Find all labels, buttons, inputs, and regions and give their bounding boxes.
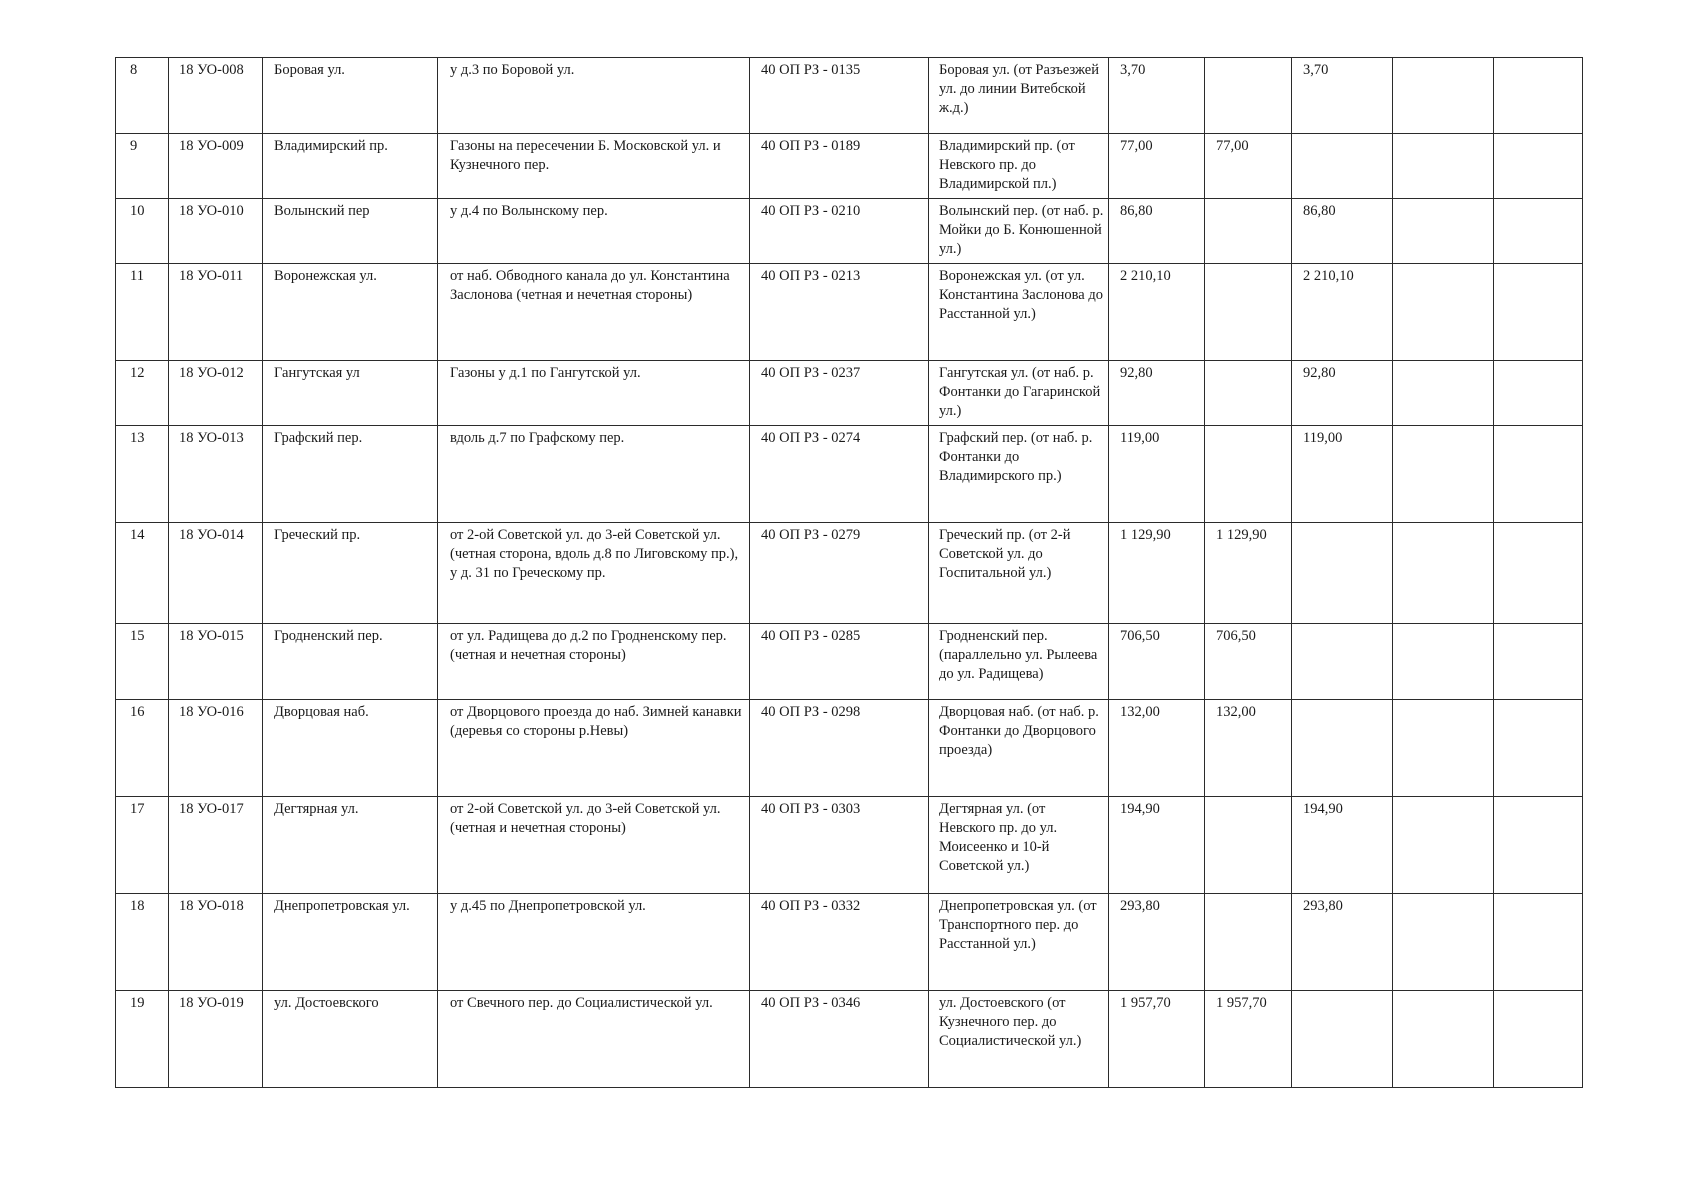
value-column-a-cell — [1205, 426, 1292, 523]
street-name-cell: Воронежская ул. — [263, 264, 438, 361]
value-column-c-cell — [1393, 894, 1494, 991]
road-reference-cell: 40 ОП РЗ - 0303 — [750, 797, 929, 894]
value-column-d-cell — [1494, 523, 1583, 624]
road-segment-cell: ул. Достоевского (от Кузнечного пер. до Социалистической ул.) — [929, 991, 1109, 1088]
value-column-d-cell — [1494, 426, 1583, 523]
object-code-cell: 18 УО-010 — [169, 199, 263, 264]
table-row — [116, 700, 1583, 797]
total-value-cell: 86,80 — [1109, 199, 1205, 264]
location-description-cell: Газоны у д.1 по Гангутской ул. — [438, 361, 750, 426]
table-row — [116, 894, 1583, 991]
location-description-cell: вдоль д.7 по Графскому пер. — [438, 426, 750, 523]
object-code-cell: 18 УО-018 — [169, 894, 263, 991]
road-reference-cell: 40 ОП РЗ - 0189 — [750, 134, 929, 199]
road-segment-cell: Днепропетровская ул. (от Транспортного пер. до Расстанной ул.) — [929, 894, 1109, 991]
road-reference-cell: 40 ОП РЗ - 0213 — [750, 264, 929, 361]
row-number-cell: 16 — [116, 700, 169, 797]
value-column-a-cell — [1205, 361, 1292, 426]
location-description-cell: от ул. Радищева до д.2 по Гродненскому пер. (четная и нечетная стороны) — [438, 624, 750, 700]
row-number-cell: 9 — [116, 134, 169, 199]
value-column-d-cell — [1494, 134, 1583, 199]
value-column-d-cell — [1494, 797, 1583, 894]
road-segment-cell: Волынский пер. (от наб. р. Мойки до Б. Конюшенной ул.) — [929, 199, 1109, 264]
registry-sheet — [115, 57, 1582, 1088]
value-column-a-cell: 706,50 — [1205, 624, 1292, 700]
object-code-cell: 18 УО-013 — [169, 426, 263, 523]
road-segment-cell: Дегтярная ул. (от Невского пр. до ул. Моисеенко и 10-й Советской ул.) — [929, 797, 1109, 894]
table-row — [116, 797, 1583, 894]
total-value-cell: 77,00 — [1109, 134, 1205, 199]
value-column-b-cell — [1292, 134, 1393, 199]
total-value-cell: 706,50 — [1109, 624, 1205, 700]
value-column-c-cell — [1393, 264, 1494, 361]
street-name-cell: Боровая ул. — [263, 58, 438, 134]
table-row — [116, 624, 1583, 700]
value-column-d-cell — [1494, 58, 1583, 134]
value-column-d-cell — [1494, 894, 1583, 991]
row-number-cell: 11 — [116, 264, 169, 361]
table-row — [116, 58, 1583, 134]
object-code-cell: 18 УО-008 — [169, 58, 263, 134]
road-reference-cell: 40 ОП РЗ - 0237 — [750, 361, 929, 426]
value-column-b-cell: 293,80 — [1292, 894, 1393, 991]
value-column-a-cell: 77,00 — [1205, 134, 1292, 199]
location-description-cell: у д.45 по Днепропетровской ул. — [438, 894, 750, 991]
location-description-cell: Газоны на пересечении Б. Московской ул. и Кузнечного пер. — [438, 134, 750, 199]
location-description-cell: от Дворцового проезда до наб. Зимней канавки (деревья со стороны р.Невы) — [438, 700, 750, 797]
row-number-cell: 15 — [116, 624, 169, 700]
value-column-c-cell — [1393, 797, 1494, 894]
location-description-cell: от 2-ой Советской ул. до 3-ей Советской ул. (четная сторона, вдоль д.8 по Лиговскому пр.), у д. 31 по Греческому пр. — [438, 523, 750, 624]
road-segment-cell: Греческий пр. (от 2-й Советской ул. до Госпитальной ул.) — [929, 523, 1109, 624]
road-segment-cell: Гродненский пер. (параллельно ул. Рылеева до ул. Радищева) — [929, 624, 1109, 700]
value-column-d-cell — [1494, 700, 1583, 797]
value-column-b-cell — [1292, 624, 1393, 700]
value-column-c-cell — [1393, 991, 1494, 1088]
road-segment-cell: Дворцовая наб. (от наб. р. Фонтанки до Дворцового проезда) — [929, 700, 1109, 797]
street-name-cell: Графский пер. — [263, 426, 438, 523]
value-column-b-cell — [1292, 523, 1393, 624]
row-number-cell: 8 — [116, 58, 169, 134]
value-column-d-cell — [1494, 264, 1583, 361]
street-name-cell: Дворцовая наб. — [263, 700, 438, 797]
value-column-a-cell — [1205, 199, 1292, 264]
value-column-d-cell — [1494, 361, 1583, 426]
object-code-cell: 18 УО-009 — [169, 134, 263, 199]
value-column-a-cell: 132,00 — [1205, 700, 1292, 797]
total-value-cell: 119,00 — [1109, 426, 1205, 523]
street-name-cell: ул. Достоевского — [263, 991, 438, 1088]
value-column-c-cell — [1393, 426, 1494, 523]
row-number-cell: 19 — [116, 991, 169, 1088]
total-value-cell: 293,80 — [1109, 894, 1205, 991]
road-reference-cell: 40 ОП РЗ - 0346 — [750, 991, 929, 1088]
total-value-cell: 132,00 — [1109, 700, 1205, 797]
row-number-cell: 17 — [116, 797, 169, 894]
row-number-cell: 18 — [116, 894, 169, 991]
value-column-c-cell — [1393, 361, 1494, 426]
road-reference-cell: 40 ОП РЗ - 0279 — [750, 523, 929, 624]
total-value-cell: 1 129,90 — [1109, 523, 1205, 624]
road-segment-cell: Воронежская ул. (от ул. Константина Заслонова до Расстанной ул.) — [929, 264, 1109, 361]
value-column-b-cell: 92,80 — [1292, 361, 1393, 426]
value-column-c-cell — [1393, 199, 1494, 264]
street-name-cell: Волынский пер — [263, 199, 438, 264]
total-value-cell: 1 957,70 — [1109, 991, 1205, 1088]
location-description-cell: у д.3 по Боровой ул. — [438, 58, 750, 134]
table-row — [116, 361, 1583, 426]
table-row — [116, 264, 1583, 361]
road-reference-cell: 40 ОП РЗ - 0285 — [750, 624, 929, 700]
table-body — [116, 58, 1583, 1088]
value-column-a-cell — [1205, 58, 1292, 134]
registry-table — [115, 57, 1583, 1088]
object-code-cell: 18 УО-014 — [169, 523, 263, 624]
value-column-a-cell: 1 957,70 — [1205, 991, 1292, 1088]
value-column-a-cell — [1205, 264, 1292, 361]
total-value-cell: 2 210,10 — [1109, 264, 1205, 361]
value-column-a-cell — [1205, 797, 1292, 894]
road-reference-cell: 40 ОП РЗ - 0274 — [750, 426, 929, 523]
street-name-cell: Греческий пр. — [263, 523, 438, 624]
object-code-cell: 18 УО-015 — [169, 624, 263, 700]
street-name-cell: Гангутская ул — [263, 361, 438, 426]
object-code-cell: 18 УО-012 — [169, 361, 263, 426]
total-value-cell: 92,80 — [1109, 361, 1205, 426]
table-row — [116, 134, 1583, 199]
road-segment-cell: Графский пер. (от наб. р. Фонтанки до Владимирского пр.) — [929, 426, 1109, 523]
value-column-d-cell — [1494, 199, 1583, 264]
object-code-cell: 18 УО-011 — [169, 264, 263, 361]
object-code-cell: 18 УО-017 — [169, 797, 263, 894]
location-description-cell: от наб. Обводного канала до ул. Константина Заслонова (четная и нечетная стороны) — [438, 264, 750, 361]
object-code-cell: 18 УО-019 — [169, 991, 263, 1088]
road-reference-cell: 40 ОП РЗ - 0210 — [750, 199, 929, 264]
value-column-c-cell — [1393, 700, 1494, 797]
location-description-cell: от 2-ой Советской ул. до 3-ей Советской ул. (четная и нечетная стороны) — [438, 797, 750, 894]
value-column-b-cell — [1292, 991, 1393, 1088]
total-value-cell: 194,90 — [1109, 797, 1205, 894]
value-column-b-cell: 194,90 — [1292, 797, 1393, 894]
value-column-c-cell — [1393, 58, 1494, 134]
road-reference-cell: 40 ОП РЗ - 0332 — [750, 894, 929, 991]
table-row — [116, 991, 1583, 1088]
road-segment-cell: Владимирский пр. (от Невского пр. до Владимирской пл.) — [929, 134, 1109, 199]
value-column-c-cell — [1393, 134, 1494, 199]
value-column-a-cell: 1 129,90 — [1205, 523, 1292, 624]
object-code-cell: 18 УО-016 — [169, 700, 263, 797]
table-row — [116, 523, 1583, 624]
road-reference-cell: 40 ОП РЗ - 0298 — [750, 700, 929, 797]
street-name-cell: Дегтярная ул. — [263, 797, 438, 894]
value-column-a-cell — [1205, 894, 1292, 991]
value-column-b-cell: 119,00 — [1292, 426, 1393, 523]
street-name-cell: Владимирский пр. — [263, 134, 438, 199]
value-column-b-cell — [1292, 700, 1393, 797]
table-row — [116, 426, 1583, 523]
location-description-cell: у д.4 по Волынскому пер. — [438, 199, 750, 264]
row-number-cell: 10 — [116, 199, 169, 264]
street-name-cell: Гродненский пер. — [263, 624, 438, 700]
value-column-c-cell — [1393, 624, 1494, 700]
value-column-b-cell: 3,70 — [1292, 58, 1393, 134]
street-name-cell: Днепропетровская ул. — [263, 894, 438, 991]
total-value-cell: 3,70 — [1109, 58, 1205, 134]
road-segment-cell: Боровая ул. (от Разъезжей ул. до линии Витебской ж.д.) — [929, 58, 1109, 134]
value-column-d-cell — [1494, 624, 1583, 700]
value-column-b-cell: 86,80 — [1292, 199, 1393, 264]
value-column-d-cell — [1494, 991, 1583, 1088]
table-row — [116, 199, 1583, 264]
value-column-c-cell — [1393, 523, 1494, 624]
row-number-cell: 12 — [116, 361, 169, 426]
row-number-cell: 13 — [116, 426, 169, 523]
row-number-cell: 14 — [116, 523, 169, 624]
road-segment-cell: Гангутская ул. (от наб. р. Фонтанки до Гагаринской ул.) — [929, 361, 1109, 426]
road-reference-cell: 40 ОП РЗ - 0135 — [750, 58, 929, 134]
value-column-b-cell: 2 210,10 — [1292, 264, 1393, 361]
location-description-cell: от Свечного пер. до Социалистической ул. — [438, 991, 750, 1088]
